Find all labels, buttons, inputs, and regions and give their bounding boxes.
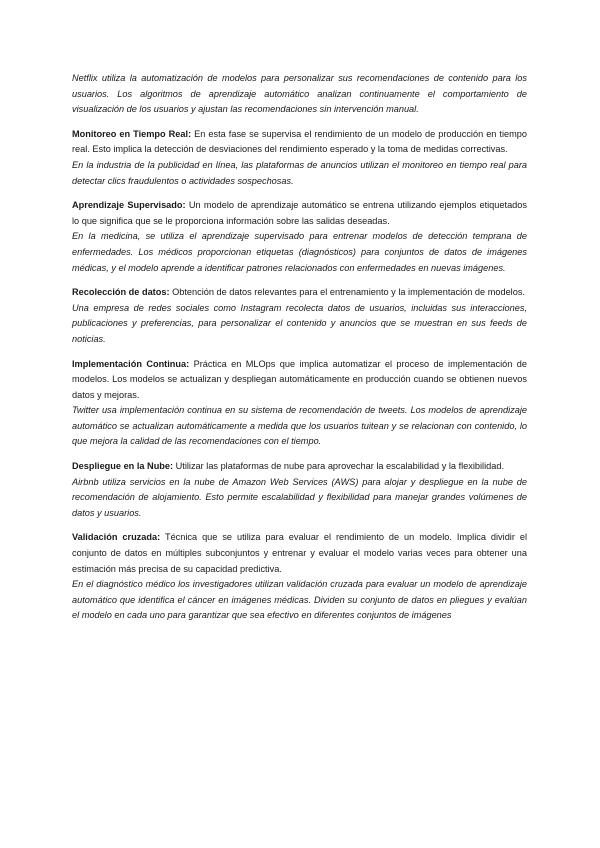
definition-paragraph — [72, 357, 527, 404]
section-implementacion — [72, 357, 527, 451]
definition-paragraph — [72, 530, 527, 577]
definition-text: Un modelo de aprendizaje automático se entrena utilizando ejemplos etiquetados lo que significa que se le proporciona información sobre las salidas deseadas. — [72, 200, 527, 226]
section-recoleccion — [72, 285, 527, 347]
definition-paragraph — [72, 285, 527, 301]
definition-text: Utilizar las plataformas de nube para aprovechar la escalabilidad y la flexibilidad. — [173, 461, 505, 472]
definition-text: Técnica que se utiliza para evaluar el rendimiento de un modelo. Implica dividir el conjunto de datos en múltiples subconjuntos y entrenar y evaluar el modelo varias veces para obtener una estimación más precisa de su capacidad predictiva. — [72, 532, 527, 574]
section-validacion — [72, 530, 527, 624]
definition-paragraph — [72, 459, 527, 475]
example-paragraph: En el diagnóstico médico los investigadores utilizan validación cruzada para evaluar un modelo de aprendizaje automático que identifica el cáncer en imágenes médicas. Dividen su conjunto de datos en pliegues y evalúan el modelo en cada uno para garantizar que sea efectivo en diferentes conjuntos de imágenes — [72, 579, 527, 621]
definition-paragraph — [72, 127, 527, 158]
intro-paragraph: Netflix utiliza la automatización de modelos para personalizar sus recomendaciones de contenido para los usuarios. Los algoritmos de aprendizaje automático analizan continuamente el comportamiento de visualización de los usuarios y ajustan las recomendaciones sin intervención manual. — [72, 73, 527, 115]
example-paragraph: Twitter usa implementación continua en su sistema de recomendación de tweets. Los modelos de aprendizaje automático se actualizan automáticamente a medida que los usuarios tuitean y se relacionan con contenido, lo que mejora la calidad de las recomendaciones con el tiempo. — [72, 405, 527, 447]
section-aprendizaje — [72, 198, 527, 276]
definition-paragraph — [72, 198, 527, 229]
definition-text: Práctica en MLOps que implica automatizar el proceso de implementación de modelos. Los modelos se actualizan y despliegan automáticamente en producción cuando se obtienen nuevos datos y mejoras. — [72, 358, 527, 400]
term-label: Aprendizaje Supervisado: — [72, 200, 186, 211]
document-body — [72, 71, 527, 633]
section-monitoreo — [72, 127, 527, 189]
term-label: Validación cruzada: — [72, 532, 161, 543]
example-paragraph: En la medicina, se utiliza el aprendizaje supervisado para entrenar modelos de detección temprana de enfermedades. Los médicos proporcionan etiquetas (diagnósticos) para conjuntos de datos de imágenes médicas, y el modelo aprende a identificar patrones relacionados con enfermedades en nuevas imágenes. — [72, 231, 527, 273]
example-paragraph: En la industria de la publicidad en línea, las plataformas de anuncios utilizan el monitoreo en tiempo real para detectar clics fraudulentos o actividades sospechosas. — [72, 159, 527, 186]
definition-text: En esta fase se supervisa el rendimiento de un modelo de producción en tiempo real. Esto implica la detección de desviaciones del rendimiento esperado y la toma de medidas correctivas. — [72, 128, 528, 155]
term-label: Despliegue en la Nube: — [72, 461, 174, 472]
term-label: Recolección de datos: — [72, 287, 170, 298]
example-paragraph: Una empresa de redes sociales como Instagram recolecta datos de usuarios, incluidas sus interacciones, publicaciones y preferencias, para personalizar el contenido y anuncios que se muestran en sus feeds de noticias. — [72, 302, 527, 344]
term-label: Implementación Continua: — [72, 358, 190, 369]
section-despliegue — [72, 459, 527, 521]
term-label: Monitoreo en Tiempo Real: — [72, 128, 192, 139]
example-paragraph: Airbnb utiliza servicios en la nube de Amazon Web Services (AWS) para alojar y despliegue en la nube de recomendación de alojamiento. Esto permite escalabilidad y flexibilidad para manejar grandes volúmenes de datos y usuarios. — [72, 476, 527, 518]
definition-text: Obtención de datos relevantes para el entrenamiento y la implementación de modelos. — [169, 287, 525, 298]
